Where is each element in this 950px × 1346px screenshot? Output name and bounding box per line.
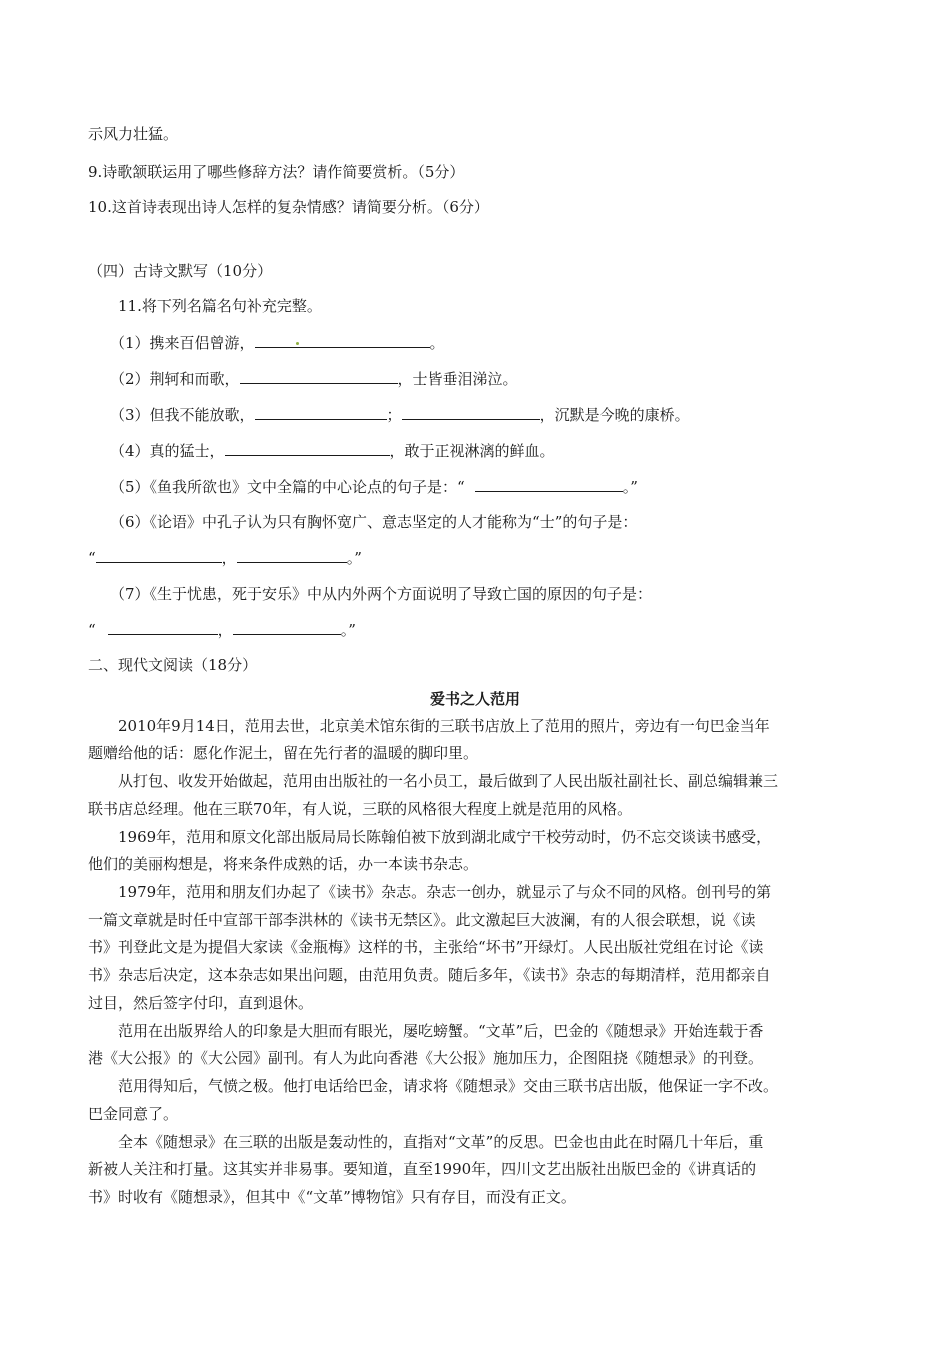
answer-blank[interactable] bbox=[240, 368, 398, 384]
item-text: （2）荆轲和而歌， bbox=[110, 370, 240, 388]
article-line: 书》刊登此文是为提倡大家读《金瓶梅》这样的书，主张给“坏书”开绿灯。人民出版社党组在讨论《读 bbox=[88, 938, 764, 956]
article-line: 联书店总经理。他在三联70年，有人说，三联的风格很大程度上就是范用的风格。 bbox=[88, 800, 633, 818]
article-line: 他们的美丽构想是，将来条件成熟的话，办一本读书杂志。 bbox=[88, 855, 479, 873]
answer-blank[interactable] bbox=[255, 404, 387, 420]
item-text: ，沉默是今晚的康桥。 bbox=[539, 406, 690, 424]
article-line: 全本《随想录》在三联的出版是轰动性的，直指对“文革”的反思。巴金也由此在时隔几十年后，重 bbox=[118, 1133, 764, 1151]
answer-blank[interactable] bbox=[255, 332, 430, 348]
item-text: （3）但我不能放歌， bbox=[110, 406, 255, 424]
article-title: 爱书之人范用 bbox=[429, 690, 520, 708]
question-9: 9.诗歌颔联运用了哪些修辞方法？请作简要赏析。（5分） bbox=[88, 163, 465, 181]
fill-item-6-answer bbox=[88, 547, 362, 568]
article-line: 过目，然后签字付印，直到退休。 bbox=[88, 994, 314, 1012]
section-heading: 二、现代文阅读（18分） bbox=[88, 656, 258, 674]
item-text: 。” bbox=[340, 621, 356, 639]
article-line: 1979年，范用和朋友们办起了《读书》杂志。杂志一创办，就显示了与众不同的风格。创刊号的第 bbox=[118, 883, 772, 901]
fill-item-4 bbox=[110, 440, 555, 461]
article-line: 范用在出版界给人的印象是大胆而有眼光，屡吃螃蟹。“文革”后，巴金的《随想录》开始连载于香 bbox=[118, 1022, 764, 1040]
fill-item-6-prompt: （6）《论语》中孔子认为只有胸怀宽广、意志坚定的人才能称为“士”的句子是： bbox=[110, 513, 638, 531]
dot-mark bbox=[296, 342, 299, 345]
item-text: “ bbox=[88, 621, 96, 639]
item-text: ，敢于正视淋漓的鲜血。 bbox=[389, 442, 555, 460]
fill-item-7-prompt: （7）《生于忧患，死于安乐》中从内外两个方面说明了导致亡国的原因的句子是： bbox=[110, 585, 653, 603]
item-text: ； bbox=[386, 406, 402, 424]
fill-item-2 bbox=[110, 368, 518, 389]
article-line: 题赠给他的话：愿化作泥土，留在先行者的温暖的脚印里。 bbox=[88, 744, 479, 762]
item-text: ， bbox=[221, 549, 237, 567]
answer-blank[interactable] bbox=[475, 476, 623, 492]
text-line: 示风力壮猛。 bbox=[88, 125, 179, 143]
fill-item-3 bbox=[110, 404, 690, 425]
article-line: 范用得知后，气愤之极。他打电话给巴金，请求将《随想录》交由三联书店出版，他保证一字不改。 bbox=[118, 1077, 779, 1095]
fill-item-5 bbox=[110, 476, 638, 497]
item-text: ，士皆垂泪涕泣。 bbox=[397, 370, 518, 388]
question-11: 11.将下列名篇名句补充完整。 bbox=[118, 297, 322, 315]
question-10: 10.这首诗表现出诗人怎样的复杂情感？请简要分析。（6分） bbox=[88, 198, 489, 216]
fill-item-1 bbox=[110, 332, 445, 353]
article-line: 书》时收有《随想录》，但其中《“文革”博物馆》只有存目，而没有正文。 bbox=[88, 1188, 576, 1206]
fill-item-7-answer bbox=[88, 619, 356, 640]
item-text: 。 bbox=[429, 334, 445, 352]
item-text: 。” bbox=[622, 478, 638, 496]
item-text: 。” bbox=[346, 549, 362, 567]
item-text: （1）携来百侣曾游， bbox=[110, 334, 255, 352]
answer-blank[interactable] bbox=[233, 619, 341, 635]
article-line: 新被人关注和打量。这其实并非易事。要知道，直至1990年，四川文艺出版社出版巴金的《讲真话的 bbox=[88, 1160, 757, 1178]
article-line: 1969年，范用和原文化部出版局局长陈翰伯被下放到湖北咸宁干校劳动时，仍不忘交谈读书感受， bbox=[118, 828, 772, 846]
item-text: ， bbox=[217, 621, 233, 639]
answer-blank[interactable] bbox=[96, 547, 222, 563]
article-line: 从打包、收发开始做起，范用由出版社的一名小员工，最后做到了人民出版社副社长、副总编辑兼三 bbox=[118, 772, 779, 790]
article-line: 一篇文章就是时任中宣部干部李洪林的《读书无禁区》。此文激起巨大波澜，有的人很会联想，说《读 bbox=[88, 911, 756, 929]
article-line: 2010年9月14日，范用去世，北京美术馆东街的三联书店放上了范用的照片，旁边有一句巴金当年 bbox=[118, 717, 770, 735]
article-line: 书》杂志后决定，这本杂志如果出问题，由范用负责。随后多年，《读书》杂志的每期清样，范用都亲自 bbox=[88, 966, 771, 984]
article-line: 巴金同意了。 bbox=[88, 1105, 179, 1123]
answer-blank[interactable] bbox=[108, 619, 218, 635]
answer-blank[interactable] bbox=[237, 547, 347, 563]
answer-blank[interactable] bbox=[402, 404, 540, 420]
item-text: “ bbox=[88, 549, 96, 567]
item-text: （4）真的猛士， bbox=[110, 442, 225, 460]
section-heading: （四）古诗文默写（10分） bbox=[88, 262, 273, 280]
article-line: 港《大公报》的《大公园》副刊。有人为此向香港《大公报》施加压力，企图阻挠《随想录》的刊登。 bbox=[88, 1049, 764, 1067]
item-text: （5）《鱼我所欲也》文中全篇的中心论点的句子是：“ bbox=[110, 478, 465, 496]
answer-blank[interactable] bbox=[225, 440, 390, 456]
